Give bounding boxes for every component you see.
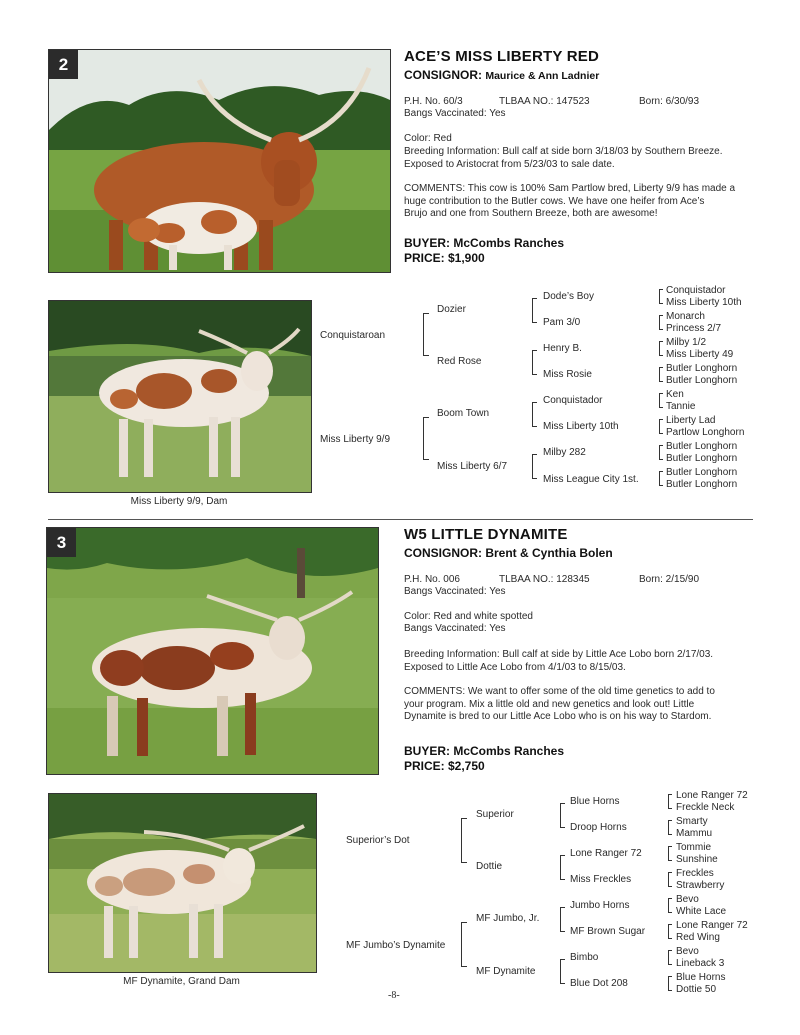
pedigree-g3: Blue Horns (570, 796, 620, 807)
pedigree-g2: Dottie (476, 861, 503, 872)
cow-with-calf-image (49, 50, 390, 272)
pedigree-bracket (560, 803, 565, 828)
pedigree-bracket (659, 471, 663, 486)
pedigree-g3: Miss Liberty 10th (543, 421, 619, 432)
ph-number: P.H. No. 60/3 (404, 96, 463, 107)
pedigree-g4: Butler Longhorn (666, 453, 738, 464)
breeding-line: Exposed to Aristocrat from 5/23/03 to sale date. (404, 158, 615, 170)
pedigree-bracket (560, 855, 565, 880)
pedigree-g3: Miss League City 1st. (543, 474, 639, 485)
comment-line: Brujo and one from Southern Breeze, both are awesome! (404, 208, 658, 219)
pedigree-g2: Superior (476, 809, 514, 820)
breeding-line: Breeding Information: Bull calf at side born 3/18/03 by Southern Breeze. (404, 146, 723, 157)
dam-caption: Miss Liberty 9/9, Dam (130, 496, 228, 507)
lot-number-badge: 2 (49, 50, 78, 79)
pedigree-g2: MF Jumbo, Jr. (476, 913, 540, 924)
ph-number: P.H. No. 006 (404, 574, 460, 585)
lot3-dam-photo (48, 793, 317, 973)
breeding-info (404, 649, 764, 674)
lot2-dam-photo (48, 300, 312, 493)
pedigree-g4: Miss Liberty 10th (666, 297, 742, 308)
consignor-name: Brent & Cynthia Bolen (485, 546, 613, 560)
pedigree-bracket (659, 289, 663, 304)
pedigree-g4: Lone Ranger 72 (676, 790, 748, 801)
pedigree-g4: Liberty Lad (666, 415, 716, 426)
section-divider (48, 519, 753, 520)
born-date: Born: 2/15/90 (639, 574, 700, 585)
bangs-vaccinated-2: Bangs Vaccinated: Yes (404, 623, 506, 634)
pedigree-g3: Conquistador (543, 395, 603, 406)
page-number: -8- (388, 990, 400, 1001)
lot-title: W5 LITTLE DYNAMITE (404, 526, 568, 543)
pedigree-bracket (668, 898, 672, 913)
buyer: BUYER: McCombs Ranches (404, 236, 565, 250)
grand-dam-caption: MF Dynamite, Grand Dam (123, 976, 240, 987)
lot-number-badge: 3 (47, 528, 76, 557)
grand-dam-cow-image (49, 794, 316, 972)
pedigree-g4: Conquistador (666, 285, 726, 296)
price: PRICE: $1,900 (404, 251, 485, 265)
pedigree-bracket (659, 367, 663, 382)
pedigree-g3: Pam 3/0 (543, 317, 581, 328)
consignor-line (404, 546, 613, 560)
pedigree-g4: Lone Ranger 72 (676, 920, 748, 931)
pedigree-g4: Miss Liberty 49 (666, 349, 734, 360)
pedigree-bracket (461, 922, 467, 967)
pedigree-g4: Butler Longhorn (666, 441, 738, 452)
pedigree-g4: Smarty (676, 816, 708, 827)
tlbaa-number: TLBAA NO.: 147523 (499, 96, 590, 107)
breeding-line: Breeding Information: Bull calf at side by Little Ace Lobo born 2/17/03. (404, 649, 714, 660)
pedigree-g1: MF Jumbo’s Dynamite (346, 940, 446, 951)
color-info: Color: Red (404, 133, 452, 144)
color-info: Color: Red and white spotted (404, 611, 533, 622)
pedigree-bracket (659, 445, 663, 460)
pedigree-g3: Blue Dot 208 (570, 978, 628, 989)
pedigree-g4: Freckles (676, 868, 714, 879)
pedigree-g4: Butler Longhorn (666, 479, 738, 490)
pedigree-g4: Tommie (676, 842, 712, 853)
pedigree-bracket (560, 959, 565, 984)
pedigree-bracket (659, 341, 663, 356)
pedigree-bracket (423, 417, 429, 460)
pedigree-g4: Mammu (676, 828, 713, 839)
comment-line: COMMENTS: This cow is 100% Sam Partlow bred, Liberty 9/9 has made a (404, 183, 736, 194)
cow-image (47, 528, 378, 774)
pedigree-g3: Bimbo (570, 952, 599, 963)
pedigree-bracket (668, 976, 672, 991)
pedigree-g2: Boom Town (437, 408, 490, 419)
pedigree-g4: Butler Longhorn (666, 467, 738, 478)
pedigree-g4: Bevo (676, 946, 699, 957)
consignor-label: CONSIGNOR: (404, 68, 482, 82)
pedigree-g3: Henry B. (543, 343, 582, 354)
pedigree-g3: Droop Horns (570, 822, 627, 833)
pedigree-g4: Butler Longhorn (666, 375, 738, 386)
pedigree-g4: Butler Longhorn (666, 363, 738, 374)
bangs-vaccinated: Bangs Vaccinated: Yes (404, 586, 506, 597)
dam-cow-image (49, 301, 311, 492)
pedigree-g4: Milby 1/2 (666, 337, 707, 348)
pedigree-g2: Miss Liberty 6/7 (437, 461, 508, 472)
pedigree-bracket (532, 454, 537, 479)
born-date: Born: 6/30/93 (639, 96, 700, 107)
pedigree-bracket (461, 818, 467, 863)
comments (404, 183, 774, 221)
pedigree-g4: Tannie (666, 401, 696, 412)
consignor-name: Maurice & Ann Ladnier (485, 70, 600, 82)
pedigree-g4: Monarch (666, 311, 705, 322)
pedigree-bracket (532, 298, 537, 323)
lot-title: ACE’S MISS LIBERTY RED (404, 48, 599, 65)
pedigree-g3: Miss Rosie (543, 369, 592, 380)
comment-line: Dynamite is bred to our Little Ace Lobo who is on his way to Stardom. (404, 711, 712, 722)
buyer: BUYER: McCombs Ranches (404, 744, 565, 758)
pedigree-g4: Bevo (676, 894, 699, 905)
pedigree-g4: White Lace (676, 906, 727, 917)
pedigree-g1: Conquistaroan (320, 330, 386, 341)
comment-line: your program. Mix a little old and new genetics and look out! Little (404, 698, 695, 710)
pedigree-bracket (560, 907, 565, 932)
pedigree-bracket (668, 872, 672, 887)
pedigree-g4: Dottie 50 (676, 984, 717, 995)
pedigree-g4: Freckle Neck (676, 802, 735, 813)
pedigree-bracket (668, 820, 672, 835)
pedigree-g4: Ken (666, 389, 684, 400)
pedigree-g3: Lone Ranger 72 (570, 848, 642, 859)
pedigree-bracket (668, 924, 672, 939)
pedigree-g3: Dode’s Boy (543, 291, 594, 302)
pedigree-g4: Red Wing (676, 932, 720, 943)
pedigree-bracket (668, 794, 672, 809)
pedigree-bracket (659, 419, 663, 434)
breeding-line: Exposed to Little Ace Lobo from 4/1/03 to 8/15/03. (404, 661, 626, 673)
pedigree-g1: Miss Liberty 9/9 (320, 434, 391, 445)
consignor-label: CONSIGNOR: (404, 546, 482, 560)
lot2-main-photo (48, 49, 391, 273)
pedigree-g3: Milby 282 (543, 447, 586, 458)
comment-line: huge contribution to the Butler cows. We have one heifer from Ace’s (404, 195, 705, 207)
pedigree-bracket (532, 350, 537, 375)
pedigree-g3: MF Brown Sugar (570, 926, 646, 937)
pedigree-bracket (659, 393, 663, 408)
price: PRICE: $2,750 (404, 759, 485, 773)
tlbaa-number: TLBAA NO.: 128345 (499, 574, 590, 585)
pedigree-bracket (532, 402, 537, 427)
lot3-main-photo (46, 527, 379, 775)
pedigree-g2: Dozier (437, 304, 466, 315)
pedigree-g4: Sunshine (676, 854, 718, 865)
comment-line: COMMENTS: We want to offer some of the old time genetics to add to (404, 686, 715, 697)
pedigree-bracket (659, 315, 663, 330)
breeding-info (404, 146, 764, 171)
pedigree-g4: Princess 2/7 (666, 323, 722, 334)
pedigree-g2: Red Rose (437, 356, 482, 367)
pedigree-g3: Jumbo Horns (570, 900, 630, 911)
consignor-line (404, 68, 599, 82)
pedigree-g4: Lineback 3 (676, 958, 725, 969)
pedigree-bracket (668, 846, 672, 861)
pedigree-g1: Superior’s Dot (346, 835, 410, 846)
pedigree-g3: Miss Freckles (570, 874, 632, 885)
comments (404, 686, 774, 724)
pedigree-g4: Partlow Longhorn (666, 427, 745, 438)
pedigree-g4: Blue Horns (676, 972, 726, 983)
pedigree-bracket (668, 950, 672, 965)
pedigree-g2: MF Dynamite (476, 966, 536, 977)
pedigree-bracket (423, 313, 429, 356)
bangs-vaccinated: Bangs Vaccinated: Yes (404, 108, 506, 119)
pedigree-g4: Strawberry (676, 880, 725, 891)
